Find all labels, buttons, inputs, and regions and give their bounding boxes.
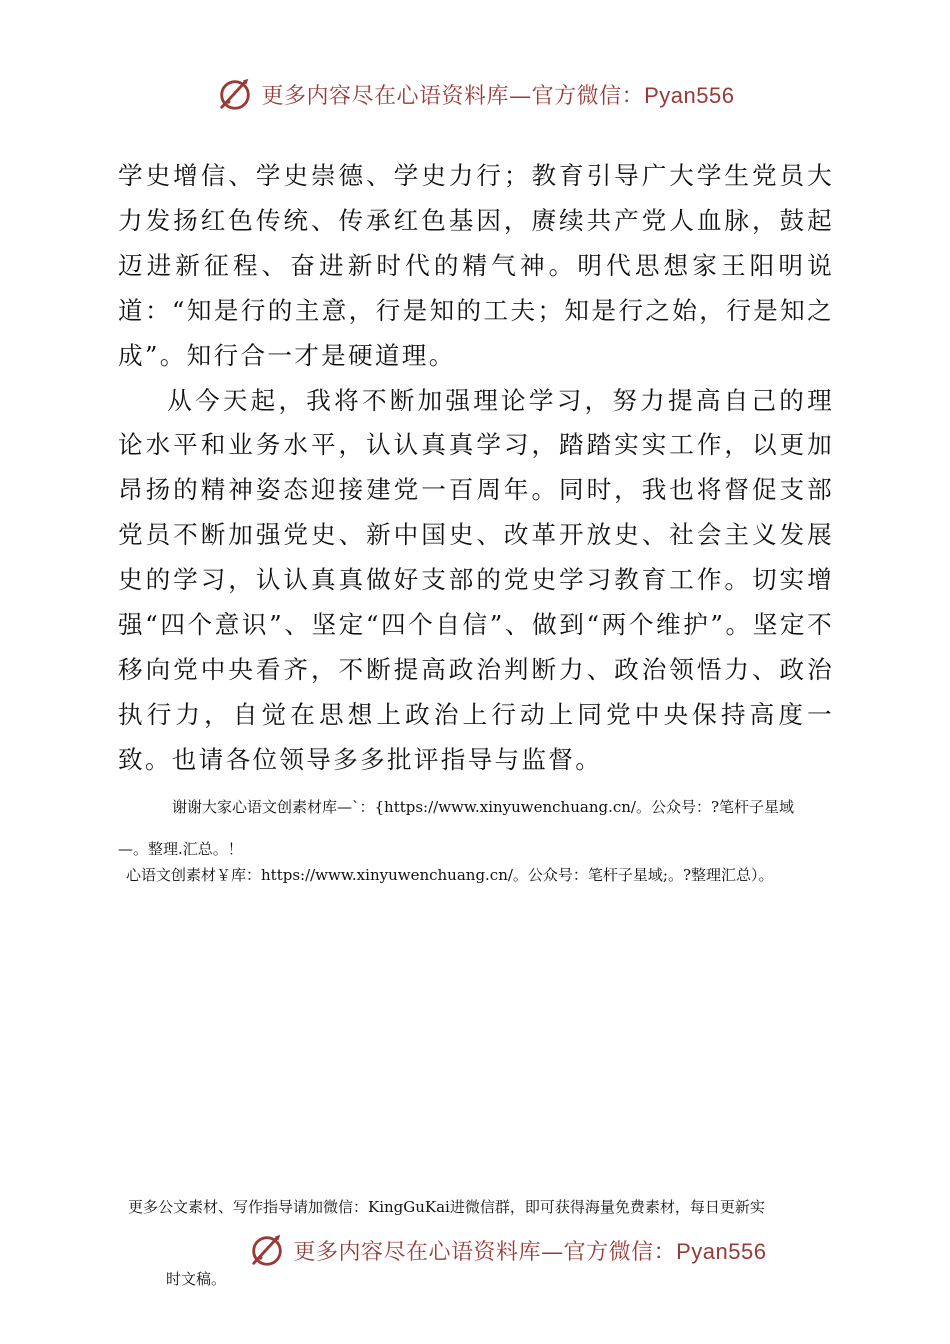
note-line: 心语文创素材￥库：https://www.xinyuwenchuang.cn/。公众号：笔杆子星域;。?整理汇总）。 bbox=[126, 866, 774, 884]
wechat-id: Pyan556 bbox=[644, 82, 735, 108]
paragraph: 从今天起，我将不断加强理论学习，努力提高自己的理论水平和业务水平，认认真真学习，踏踏实实工作，以更加昂扬的精神姿态迎接建党一百周年。同时，我也将督促支部党员不断加强党史、新中国史、改革开放史、社会主义发展史的学习，认认真真做好支部的党史学习教育工作。切实增强“四个意识”、坚定“四个自信”、做到“两个维护”。坚定不移向党中央看齐，不断提高政治判断力、政治领悟力、政治执行力，自觉在思想上政治上行动上同党中央保持高度一致。也请各位领导多多批评指导与监督。 bbox=[118, 385, 834, 774]
pen-logo-icon bbox=[248, 1231, 286, 1269]
pen-logo-icon bbox=[216, 75, 254, 113]
slogan-text: 更多内容尽在心语资料库 bbox=[293, 1239, 542, 1265]
note-line: 谢谢大家心语文创素材库—`：{https://www.xinyuwenchuang.cn/。公众号：?笔杆子星域 bbox=[172, 798, 795, 816]
slogan-text: 更多内容尽在心语资料库 bbox=[261, 83, 510, 109]
header-banner bbox=[0, 72, 950, 116]
paragraph: 学史增信、学史崇德、学史力行；教育引导广大学生党员大力发扬红色传统、传承红色基因，赓续共产党人血脉，鼓起迈进新征程、奋进新时代的精气神。明代思想家王阳明说道：“知是行的主意，行是知的工夫；知是行之始，行是知之成”。知行合一才是硬道理。 bbox=[118, 161, 834, 370]
footer-line: 更多公文素材、写作指导请加微信：KingGuKai进微信群，即可获得海量免费素材，每日更新实 bbox=[128, 1198, 765, 1216]
slogan-dash: — bbox=[509, 83, 532, 109]
note-line: —。整理.汇总。！ bbox=[118, 840, 243, 858]
wechat-label: 官方微信： bbox=[563, 1239, 677, 1265]
banner-slogan bbox=[294, 1235, 767, 1266]
banner-inner bbox=[248, 1231, 767, 1269]
wechat-id: Pyan556 bbox=[676, 1238, 767, 1264]
document-body bbox=[118, 154, 834, 783]
banner-slogan bbox=[262, 79, 735, 110]
banner-inner bbox=[216, 75, 735, 113]
wechat-label: 官方微信： bbox=[531, 83, 645, 109]
footer-banner bbox=[32, 1228, 950, 1272]
footer-line: 时文稿。 bbox=[166, 1270, 227, 1288]
slogan-dash: — bbox=[541, 1239, 564, 1265]
